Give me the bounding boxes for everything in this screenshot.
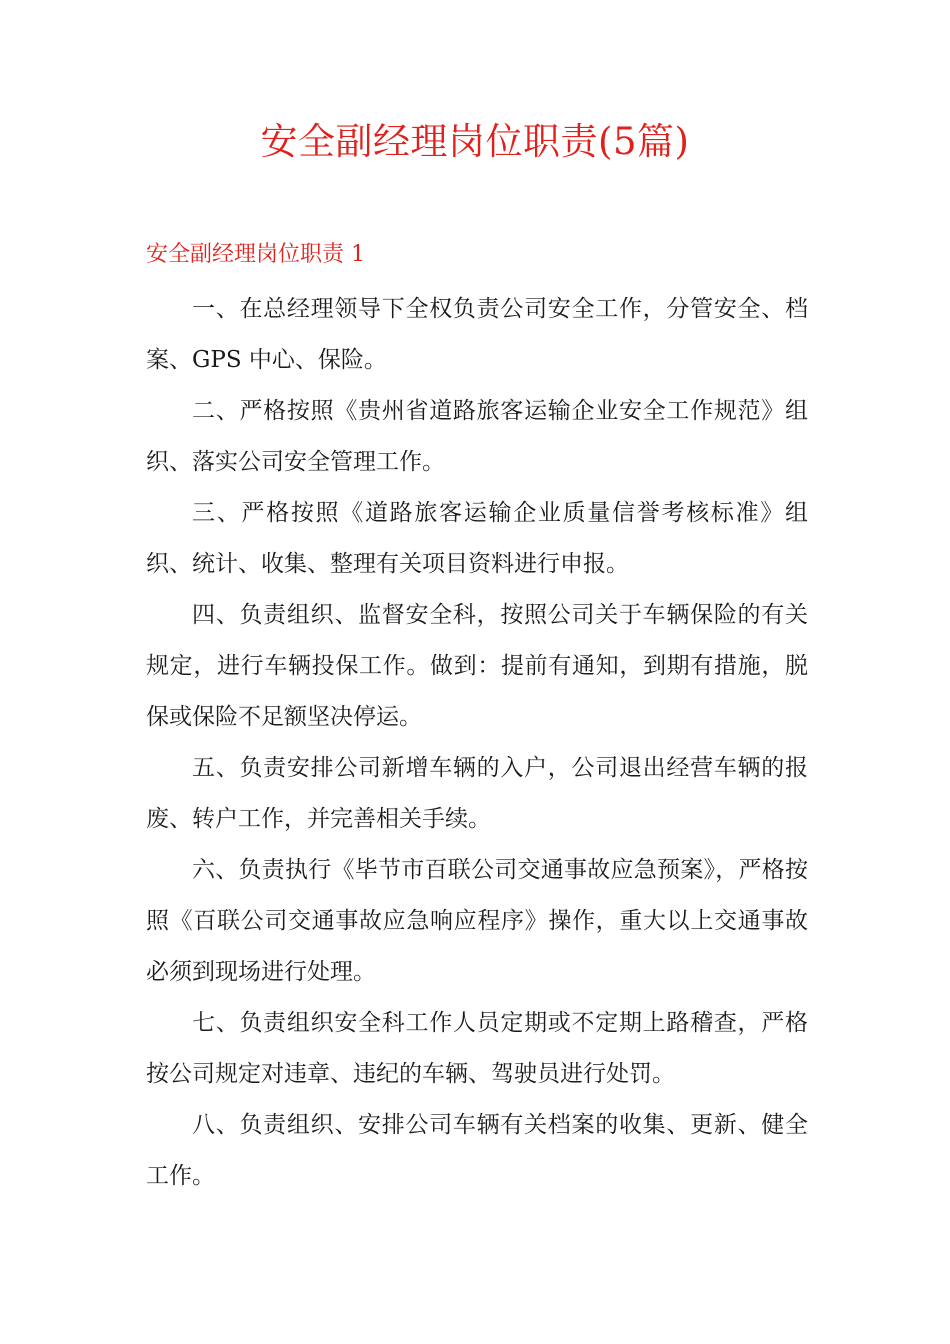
paragraph-2: 二、严格按照《贵州省道路旅客运输企业安全工作规范》组织、落实公司安全管理工作。 [146, 398, 808, 475]
document-body [146, 284, 808, 1202]
paragraph-5: 五、负责安排公司新增车辆的入户，公司退出经营车辆的报废、转户工作，并完善相关手续。 [146, 755, 808, 832]
paragraph-6: 六、负责执行《毕节市百联公司交通事故应急预案》，严格按照《百联公司交通事故应急响应程序》操作，重大以上交通事故必须到现场进行处理。 [146, 857, 808, 985]
paragraph-7: 七、负责组织安全科工作人员定期或不定期上路稽查，严格按公司规定对违章、违纪的车辆、驾驶员进行处罚。 [146, 1010, 808, 1087]
document-title: 安全副经理岗位职责(5篇) [260, 120, 690, 163]
paragraph-4: 四、负责组织、监督安全科，按照公司关于车辆保险的有关规定，进行车辆投保工作。做到：提前有通知，到期有措施，脱保或保险不足额坚决停运。 [146, 602, 808, 730]
paragraph-3: 三、严格按照《道路旅客运输企业质量信誉考核标准》组织、统计、收集、整理有关项目资料进行申报。 [146, 500, 808, 577]
paragraph-8: 八、负责组织、安排公司车辆有关档案的收集、更新、健全工作。 [146, 1112, 808, 1189]
paragraph-1: 一、在总经理领导下全权负责公司安全工作，分管安全、档案、GPS 中心、保险。 [146, 296, 808, 373]
section-heading: 安全副经理岗位职责 1 [146, 242, 365, 267]
